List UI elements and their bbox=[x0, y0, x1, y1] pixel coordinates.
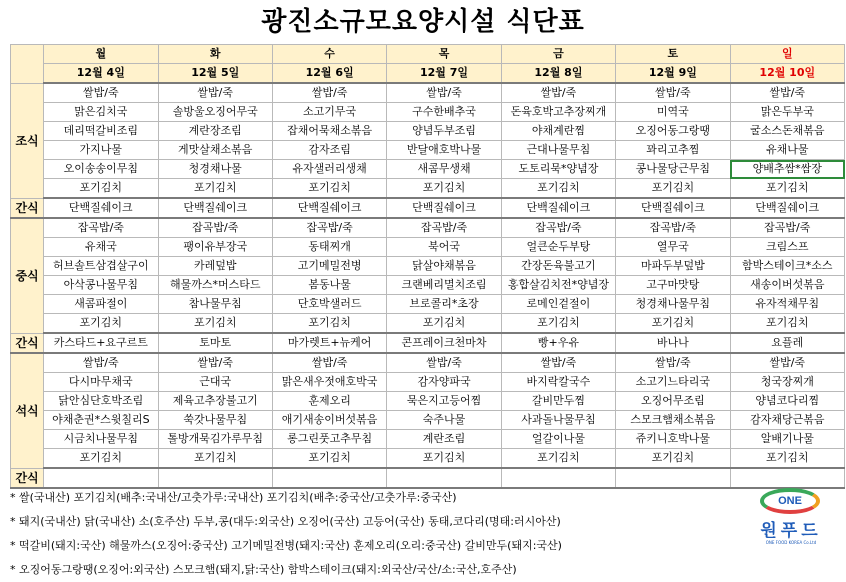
menu-cell[interactable]: 꽈리고추찜 bbox=[616, 141, 730, 160]
menu-cell[interactable]: 돈육호박고추장찌개 bbox=[501, 103, 615, 122]
menu-cell[interactable]: 오징어동그랑땡 bbox=[616, 122, 730, 141]
menu-cell[interactable]: 쌀밥/죽 bbox=[158, 83, 272, 103]
menu-cell[interactable]: 포기김치 bbox=[616, 449, 730, 469]
menu-cell[interactable] bbox=[501, 468, 615, 488]
menu-cell[interactable]: 쑥갓나물무침 bbox=[158, 411, 272, 430]
menu-cell[interactable]: 쌀밥/죽 bbox=[501, 353, 615, 373]
date-header: 12월 9일 bbox=[616, 64, 730, 84]
menu-cell[interactable]: 계란조림 bbox=[387, 430, 501, 449]
menu-cell[interactable]: 새콤파절이 bbox=[44, 295, 158, 314]
menu-cell[interactable]: 열무국 bbox=[616, 238, 730, 257]
menu-cell[interactable] bbox=[730, 468, 844, 488]
date-header: 12월 4일 bbox=[44, 64, 158, 84]
menu-row bbox=[11, 83, 845, 103]
menu-cell[interactable]: 톨방개묵김가루무침 bbox=[158, 430, 272, 449]
note-line: * 떡갈비(돼지:국산) 해물까스(오징어:중국산) 고기메밀전병(돼지:국산) 훈제오리(오리:중국산) 갈비만두(돼지:국산) bbox=[10, 539, 562, 552]
menu-cell[interactable]: 카스타드+요구르트 bbox=[44, 333, 158, 353]
menu-cell[interactable]: 빵+우유 bbox=[501, 333, 615, 353]
menu-cell[interactable]: 다시마무채국 bbox=[44, 373, 158, 392]
menu-cell[interactable]: 포기김치 bbox=[730, 179, 844, 199]
menu-cell[interactable]: 쌀밥/죽 bbox=[387, 83, 501, 103]
menu-cell[interactable]: 포기김치 bbox=[730, 314, 844, 334]
menu-cell[interactable]: 단백질쉐이크 bbox=[616, 198, 730, 218]
origin-notes bbox=[10, 486, 740, 582]
menu-cell[interactable]: 유채나물 bbox=[730, 141, 844, 160]
menu-cell[interactable]: 제육고추장불고기 bbox=[158, 392, 272, 411]
menu-cell[interactable]: 유자샐러리생채 bbox=[272, 160, 386, 179]
menu-row bbox=[11, 257, 845, 276]
menu-row bbox=[11, 430, 845, 449]
menu-cell[interactable]: 새송이버섯볶음 bbox=[730, 276, 844, 295]
menu-cell[interactable]: 감자조림 bbox=[272, 141, 386, 160]
menu-cell[interactable]: 쌀밥/죽 bbox=[44, 353, 158, 373]
menu-cell[interactable]: 감자채당근볶음 bbox=[730, 411, 844, 430]
menu-cell[interactable] bbox=[616, 468, 730, 488]
day-header: 수 bbox=[272, 45, 386, 64]
menu-cell[interactable]: 솔방울오징어무국 bbox=[158, 103, 272, 122]
menu-cell[interactable]: 로메인겉절이 bbox=[501, 295, 615, 314]
menu-cell[interactable]: 맑은두부국 bbox=[730, 103, 844, 122]
day-header: 화 bbox=[158, 45, 272, 64]
menu-cell[interactable]: 단백질쉐이크 bbox=[730, 198, 844, 218]
menu-row bbox=[11, 295, 845, 314]
menu-cell[interactable]: 포기김치 bbox=[501, 314, 615, 334]
menu-cell[interactable]: 포기김치 bbox=[387, 449, 501, 469]
menu-row bbox=[11, 411, 845, 430]
menu-cell[interactable]: 포기김치 bbox=[730, 449, 844, 469]
meal-label-snack3: 간식 bbox=[11, 468, 44, 488]
menu-row bbox=[11, 276, 845, 295]
menu-cell[interactable]: 크랜베리멸치조림 bbox=[387, 276, 501, 295]
menu-cell[interactable]: 단백질쉐이크 bbox=[501, 198, 615, 218]
menu-cell[interactable]: 쌀밥/죽 bbox=[616, 353, 730, 373]
menu-cell[interactable]: 쌀밥/죽 bbox=[730, 353, 844, 373]
menu-cell[interactable]: 야채계란찜 bbox=[501, 122, 615, 141]
day-header: 토 bbox=[616, 45, 730, 64]
menu-cell[interactable]: 동태찌개 bbox=[272, 238, 386, 257]
menu-row bbox=[11, 160, 845, 179]
menu-cell[interactable]: 단백질쉐이크 bbox=[272, 198, 386, 218]
menu-cell[interactable]: 쌀밥/죽 bbox=[501, 83, 615, 103]
menu-cell[interactable]: 포기김치 bbox=[158, 314, 272, 334]
menu-cell[interactable]: 포기김치 bbox=[272, 179, 386, 199]
menu-cell[interactable]: 알배기나물 bbox=[730, 430, 844, 449]
menu-cell[interactable]: 쌀밥/죽 bbox=[387, 353, 501, 373]
menu-cell[interactable]: 쌀밥/죽 bbox=[158, 353, 272, 373]
note-line: * 쌀(국내산) 포기김치(배추:국내산/고춧가루:국내산) 포기김치(배추:중국산/고춧가루:중국산) bbox=[10, 491, 457, 504]
date-header: 12월 6일 bbox=[272, 64, 386, 84]
menu-cell[interactable]: 크림스프 bbox=[730, 238, 844, 257]
menu-cell[interactable]: 포기김치 bbox=[387, 314, 501, 334]
logo-ring-text: ONE bbox=[778, 495, 802, 507]
menu-cell[interactable]: 바나나 bbox=[616, 333, 730, 353]
menu-cell[interactable]: 오이송송이무침 bbox=[44, 160, 158, 179]
menu-cell[interactable] bbox=[158, 468, 272, 488]
menu-cell[interactable]: 묵은지고등어찜 bbox=[387, 392, 501, 411]
menu-cell[interactable]: 쌀밥/죽 bbox=[616, 83, 730, 103]
menu-cell[interactable]: 소고기느타리국 bbox=[616, 373, 730, 392]
menu-cell[interactable]: 맑은김치국 bbox=[44, 103, 158, 122]
menu-cell[interactable]: 쌀밥/죽 bbox=[730, 83, 844, 103]
day-header: 일 bbox=[730, 45, 844, 64]
meal-label-dinner: 석식 bbox=[11, 353, 44, 468]
menu-cell[interactable]: 홍합살김치전*양념장 bbox=[501, 276, 615, 295]
meal-label-breakfast: 조식 bbox=[11, 83, 44, 198]
menu-cell[interactable]: 쌀밥/죽 bbox=[272, 83, 386, 103]
menu-row bbox=[11, 353, 845, 373]
menu-cell[interactable]: 굴소스돈채볶음 bbox=[730, 122, 844, 141]
menu-cell[interactable]: 청국장찌개 bbox=[730, 373, 844, 392]
menu-cell[interactable]: 바지락칼국수 bbox=[501, 373, 615, 392]
menu-cell[interactable]: 얼큰순두부탕 bbox=[501, 238, 615, 257]
menu-cell[interactable]: 포기김치 bbox=[272, 449, 386, 469]
menu-cell[interactable]: 참나물무침 bbox=[158, 295, 272, 314]
menu-cell[interactable]: 요플레 bbox=[730, 333, 844, 353]
menu-row bbox=[11, 103, 845, 122]
menu-cell[interactable]: 계란장조림 bbox=[158, 122, 272, 141]
menu-cell[interactable] bbox=[272, 468, 386, 488]
menu-cell[interactable]: 맑은새우젓애호박국 bbox=[272, 373, 386, 392]
meal-label-lunch: 중식 bbox=[11, 218, 44, 333]
menu-row bbox=[11, 238, 845, 257]
menu-cell[interactable]: 포기김치 bbox=[158, 449, 272, 469]
menu-cell[interactable]: 포기김치 bbox=[44, 179, 158, 199]
meal-label-snack1: 간식 bbox=[11, 198, 44, 218]
menu-cell[interactable]: 닭살야채볶음 bbox=[387, 257, 501, 276]
note-line: * 돼지(국내산) 닭(국내산) 소(호주산) 두부,콩(대두:외국산) 오징어(국산) 고등어(국산) 동태,코다리(명태:러시아산) bbox=[10, 515, 561, 528]
menu-cell[interactable]: 감자양파국 bbox=[387, 373, 501, 392]
menu-cell[interactable]: 포기김치 bbox=[44, 449, 158, 469]
menu-cell[interactable]: 간장돈육불고기 bbox=[501, 257, 615, 276]
menu-row bbox=[11, 468, 845, 488]
menu-cell[interactable]: 단호박샐러드 bbox=[272, 295, 386, 314]
menu-cell[interactable]: 포기김치 bbox=[44, 314, 158, 334]
menu-cell[interactable]: 마가렛트+뉴케어 bbox=[272, 333, 386, 353]
menu-cell[interactable]: 아삭콩나물무침 bbox=[44, 276, 158, 295]
menu-cell[interactable]: 구수한배추국 bbox=[387, 103, 501, 122]
menu-cell[interactable]: 팽이유부장국 bbox=[158, 238, 272, 257]
menu-cell[interactable]: 단백질쉐이크 bbox=[158, 198, 272, 218]
menu-row bbox=[11, 373, 845, 392]
menu-row bbox=[11, 314, 845, 334]
menu-cell[interactable]: 소고기무국 bbox=[272, 103, 386, 122]
menu-cell[interactable]: 포기김치 bbox=[501, 179, 615, 199]
menu-cell[interactable]: 고구마맛탕 bbox=[616, 276, 730, 295]
menu-cell[interactable]: 롱그린풋고추무침 bbox=[272, 430, 386, 449]
menu-cell[interactable]: 야채춘권*스윗칠리S bbox=[44, 411, 158, 430]
menu-cell[interactable]: 갈비만두찜 bbox=[501, 392, 615, 411]
day-header: 목 bbox=[387, 45, 501, 64]
menu-cell[interactable]: 함박스테이크*소스 bbox=[730, 257, 844, 276]
menu-cell[interactable]: 봄동나물 bbox=[272, 276, 386, 295]
menu-cell[interactable]: 반달애호박나물 bbox=[387, 141, 501, 160]
menu-row bbox=[11, 449, 845, 469]
menu-cell[interactable]: 양념두부조림 bbox=[387, 122, 501, 141]
menu-cell[interactable]: 얼갈이나물 bbox=[501, 430, 615, 449]
meal-label-snack2: 간식 bbox=[11, 333, 44, 353]
menu-cell[interactable]: 근대나물무침 bbox=[501, 141, 615, 160]
menu-cell[interactable]: 단백질쉐이크 bbox=[387, 198, 501, 218]
day-header: 금 bbox=[501, 45, 615, 64]
logo-name: 원푸드 bbox=[760, 521, 822, 541]
menu-cell[interactable]: 허브솔트삼겹살구이 bbox=[44, 257, 158, 276]
menu-cell[interactable]: 청경채나물무침 bbox=[616, 295, 730, 314]
menu-cell[interactable]: 마파두부덮밥 bbox=[616, 257, 730, 276]
menu-cell[interactable]: 포기김치 bbox=[387, 179, 501, 199]
menu-cell[interactable]: 시금치나물무침 bbox=[44, 430, 158, 449]
menu-cell[interactable]: 콘프레이크천마차 bbox=[387, 333, 501, 353]
menu-cell[interactable]: 고기메밀전병 bbox=[272, 257, 386, 276]
menu-cell[interactable]: 쥬키니호박나물 bbox=[616, 430, 730, 449]
menu-cell[interactable]: 잡곡밥/죽 bbox=[501, 218, 615, 238]
menu-cell[interactable]: 새콤무생채 bbox=[387, 160, 501, 179]
menu-cell[interactable]: 스모크햄채소볶음 bbox=[616, 411, 730, 430]
menu-cell[interactable]: 유자적채무침 bbox=[730, 295, 844, 314]
menu-cell[interactable]: 포기김치 bbox=[501, 449, 615, 469]
corner-cell bbox=[11, 45, 44, 84]
menu-cell[interactable]: 포기김치 bbox=[616, 314, 730, 334]
date-header: 12월 5일 bbox=[158, 64, 272, 84]
menu-cell[interactable]: 잡곡밥/죽 bbox=[616, 218, 730, 238]
menu-row bbox=[11, 392, 845, 411]
menu-cell[interactable]: 미역국 bbox=[616, 103, 730, 122]
onefood-logo bbox=[748, 488, 834, 576]
menu-row bbox=[11, 198, 845, 218]
menu-cell[interactable]: 훈제오리 bbox=[272, 392, 386, 411]
menu-cell[interactable]: 쌀밥/죽 bbox=[272, 353, 386, 373]
menu-cell[interactable]: 토마토 bbox=[158, 333, 272, 353]
menu-cell[interactable]: 청경채나물 bbox=[158, 160, 272, 179]
menu-row bbox=[11, 179, 845, 199]
menu-cell[interactable]: 해물까스*머스타드 bbox=[158, 276, 272, 295]
menu-cell[interactable]: 사과돌나물무침 bbox=[501, 411, 615, 430]
menu-cell[interactable]: 데리떡갈비조림 bbox=[44, 122, 158, 141]
menu-cell[interactable]: 잡곡밥/죽 bbox=[44, 218, 158, 238]
menu-cell[interactable]: 잡곡밥/죽 bbox=[387, 218, 501, 238]
logo-subtitle: ONE FOOD KOREA Co.Ltd bbox=[765, 540, 817, 545]
menu-cell[interactable]: 잡곡밥/죽 bbox=[272, 218, 386, 238]
menu-cell[interactable]: 가지나물 bbox=[44, 141, 158, 160]
menu-cell[interactable]: 단백질쉐이크 bbox=[44, 198, 158, 218]
menu-cell[interactable]: 북어국 bbox=[387, 238, 501, 257]
menu-cell[interactable]: 유채국 bbox=[44, 238, 158, 257]
menu-row bbox=[11, 218, 845, 238]
menu-cell[interactable]: 오징어무조림 bbox=[616, 392, 730, 411]
menu-cell[interactable]: 잡채어묵채소볶음 bbox=[272, 122, 386, 141]
note-line: * 오징어동그랑땡(오징어:외국산) 스모크햄(돼지,닭:국산) 함박스테이크(돼지:외국산/국산/소:국산,호주산) bbox=[10, 563, 517, 576]
menu-cell[interactable]: 콩나물당근무침 bbox=[616, 160, 730, 179]
menu-row bbox=[11, 333, 845, 353]
date-header: 12월 10일 bbox=[730, 64, 844, 84]
menu-cell[interactable]: 브로콜리*초장 bbox=[387, 295, 501, 314]
menu-cell[interactable]: 양배추쌈*쌈장 bbox=[730, 160, 844, 179]
menu-cell[interactable]: 게맛살채소볶음 bbox=[158, 141, 272, 160]
menu-cell[interactable]: 포기김치 bbox=[616, 179, 730, 199]
menu-cell[interactable]: 애기새송이버섯볶음 bbox=[272, 411, 386, 430]
menu-row bbox=[11, 122, 845, 141]
menu-cell[interactable]: 잡곡밥/죽 bbox=[158, 218, 272, 238]
menu-table bbox=[10, 44, 845, 489]
menu-cell[interactable]: 쌀밥/죽 bbox=[44, 83, 158, 103]
menu-cell[interactable] bbox=[387, 468, 501, 488]
date-header: 12월 7일 bbox=[387, 64, 501, 84]
day-header: 월 bbox=[44, 45, 158, 64]
menu-row bbox=[11, 141, 845, 160]
menu-cell[interactable]: 포기김치 bbox=[272, 314, 386, 334]
menu-cell[interactable]: 숙주나물 bbox=[387, 411, 501, 430]
date-header-row bbox=[11, 64, 845, 84]
menu-cell[interactable]: 닭안심단호박조림 bbox=[44, 392, 158, 411]
menu-cell[interactable] bbox=[44, 468, 158, 488]
menu-cell[interactable]: 잡곡밥/죽 bbox=[730, 218, 844, 238]
day-header-row bbox=[11, 45, 845, 64]
date-header: 12월 8일 bbox=[501, 64, 615, 84]
page-title: 광진소규모요양시설 식단표 bbox=[261, 7, 585, 37]
menu-cell[interactable]: 카레덮밥 bbox=[158, 257, 272, 276]
menu-cell[interactable]: 양념코다리찜 bbox=[730, 392, 844, 411]
menu-cell[interactable]: 도토리묵*양념장 bbox=[501, 160, 615, 179]
menu-cell[interactable]: 포기김치 bbox=[158, 179, 272, 199]
menu-cell[interactable]: 근대국 bbox=[158, 373, 272, 392]
